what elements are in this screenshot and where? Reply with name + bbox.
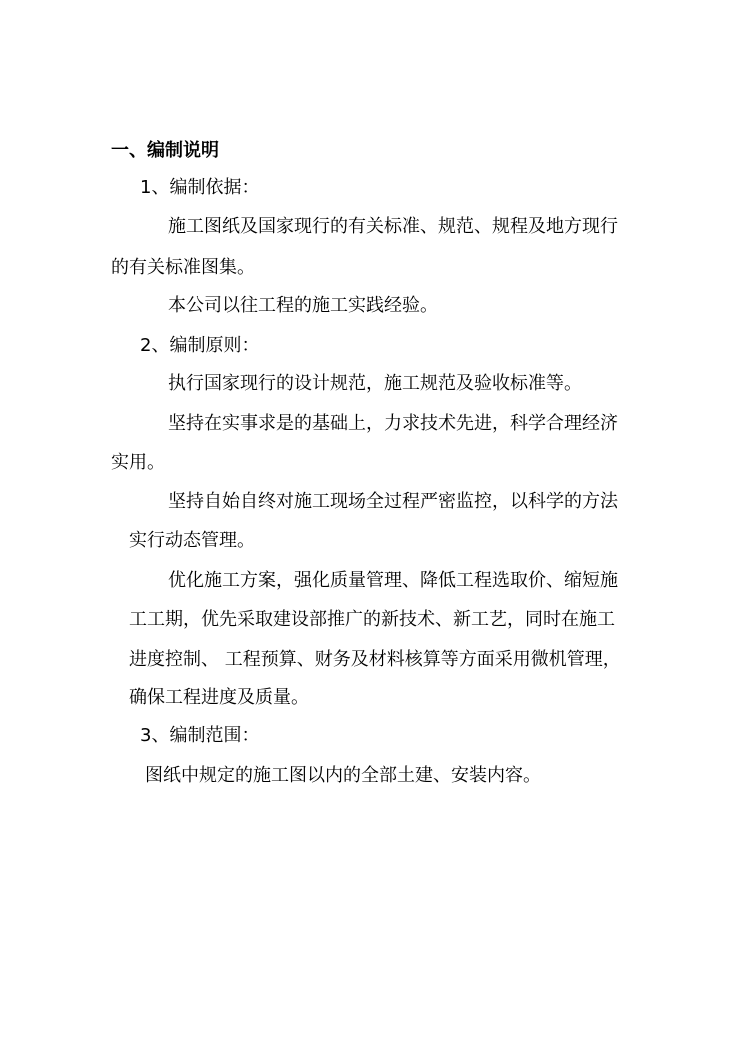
principles-item-1: 执行国家现行的设计规范，施工规范及验收标准等。 — [168, 373, 582, 394]
principles-item-3-line-2: 实行动态管理。 — [129, 530, 255, 551]
principles-item-4-line-3: 进度控制、 工程预算、财务及材料核算等方面采用微机管理， — [129, 649, 621, 670]
basis-paragraph-line-1: 施工图纸及国家现行的有关标准、规范、规程及地方现行 — [168, 216, 618, 237]
principles-item-3-line-1: 坚持自始自终对施工现场全过程严密监控，以科学的方法 — [168, 491, 618, 512]
principles-item-4-line-1: 优化施工方案，强化质量管理、降低工程选取价、缩短施 — [168, 570, 618, 591]
basis-paragraph-line-2: 的有关标准图集。 — [111, 257, 255, 278]
principles-item-4-line-4: 确保工程进度及质量。 — [129, 687, 309, 708]
principles-item-2-line-2: 实用。 — [111, 452, 165, 473]
scope-title: 3、编制范围： — [140, 725, 260, 746]
principles-title: 2、编制原则： — [140, 335, 260, 356]
section-heading: 一、编制说明 — [111, 140, 219, 161]
scope-paragraph: 图纸中规定的施工图以内的全部土建、安装内容。 — [145, 765, 541, 786]
principles-item-4-line-2: 工工期，优先采取建设部推广的新技术、新工艺，同时在施工 — [129, 609, 615, 630]
basis-paragraph-2: 本公司以往工程的施工实践经验。 — [168, 295, 438, 316]
principles-item-2-line-1: 坚持在实事求是的基础上，力求技术先进，科学合理经济 — [168, 413, 618, 434]
basis-title: 1、编制依据： — [140, 177, 260, 198]
